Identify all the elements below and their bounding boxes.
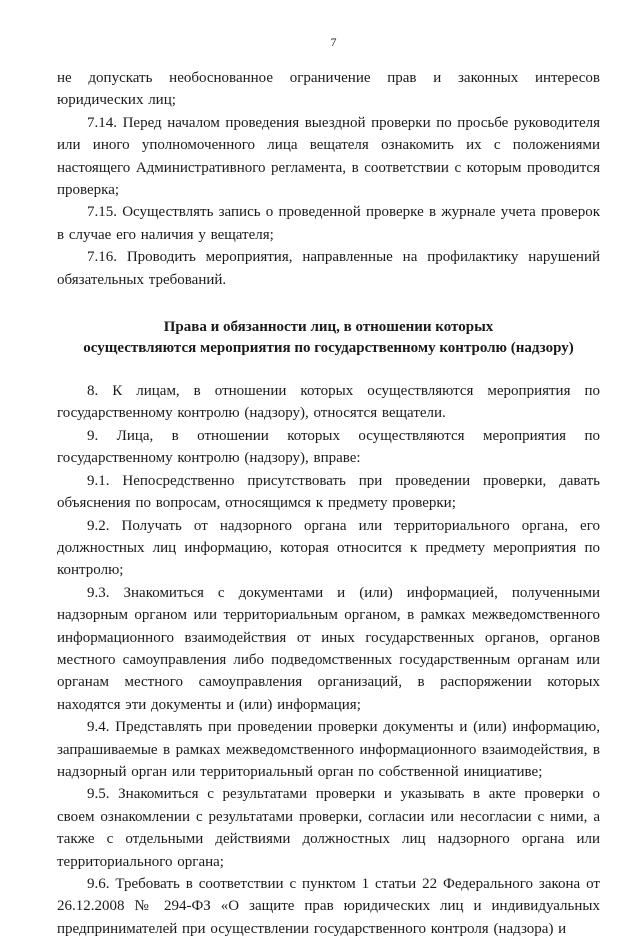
page-number: 7: [330, 35, 337, 49]
paragraph-8: 8. К лицам, в отношении которых осуществляются мероприятия по государственному контролю (надзору), относятся вещатели.: [57, 383, 600, 422]
paragraph-9-5: 9.5. Знакомиться с результатами проверки и указывать в акте проверки о своем ознакомлении с результатами проверки, согласии или несогласии с ними, а также с отдельными действиями должностных лиц надзорного органа или территориального органа;: [57, 786, 600, 870]
paragraph-9-6: 9.6. Требовать в соответствии с пунктом 1 статьи 22 Федерального закона от 26.12.2008 № 294-ФЗ «О защите прав юридических лиц и индивидуальных предпринимателей при осуществлении государственного контроля (надзора) и: [57, 876, 600, 937]
paragraph-7-15: 7.15. Осуществлять запись о проведенной проверке в журнале учета проверок в случае его наличия у вещателя;: [57, 204, 600, 243]
paragraph-9-2: 9.2. Получать от надзорного органа или территориального органа, его должностных лиц информацию, которая относится к предмету мероприятия по контролю;: [57, 517, 600, 579]
paragraph-7-16: 7.16. Проводить мероприятия, направленные на профилактику нарушений обязательных требований.: [57, 249, 600, 288]
section-heading-line-2: осуществляются мероприятия по государственному контролю (надзору): [83, 340, 574, 357]
paragraph-9: 9. Лица, в отношении которых осуществляются мероприятия по государственному контролю (надзору), вправе:: [57, 427, 600, 467]
paragraph-9-3: 9.3. Знакомиться с документами и (или) информацией, полученными надзорным органом или территориальным органом, в рамках межведомственного информационного взаимодействия от иных государственных органов, органов местного самоуправления либо подведомственных государственным органам или органам местного самоуправления организаций, в распоряжении которых находятся эти документы и (или) информация;: [57, 584, 600, 713]
section-heading: [57, 317, 600, 359]
paragraph-7-14: 7.14. Перед началом проведения выездной проверки по просьбе руководителя или иного уполномоченного лица вещателя ознакомить их с положениями настоящего Административного регламента, в соответствии с которым проводится проверка;: [57, 114, 600, 199]
section-obligations-continued: [57, 67, 600, 291]
paragraph-7-13-end: не допускать необоснованное ограничение прав и законных интересов юридических лиц;: [57, 70, 600, 109]
paragraph-9-4: 9.4. Представлять при проведении проверки документы и (или) информацию, запрашиваемые в рамках межведомственного информационного взаимодействия, в надзорный орган или территориальный орган по собственной инициативе;: [57, 719, 600, 780]
section-rights: [57, 380, 600, 940]
section-heading-line-1: Права и обязанности лиц, в отношении которых: [163, 319, 494, 336]
paragraph-9-1: 9.1. Непосредственно присутствовать при проведении проверки, давать объяснения по вопросам, относящимся к предмету проверки;: [57, 472, 600, 512]
